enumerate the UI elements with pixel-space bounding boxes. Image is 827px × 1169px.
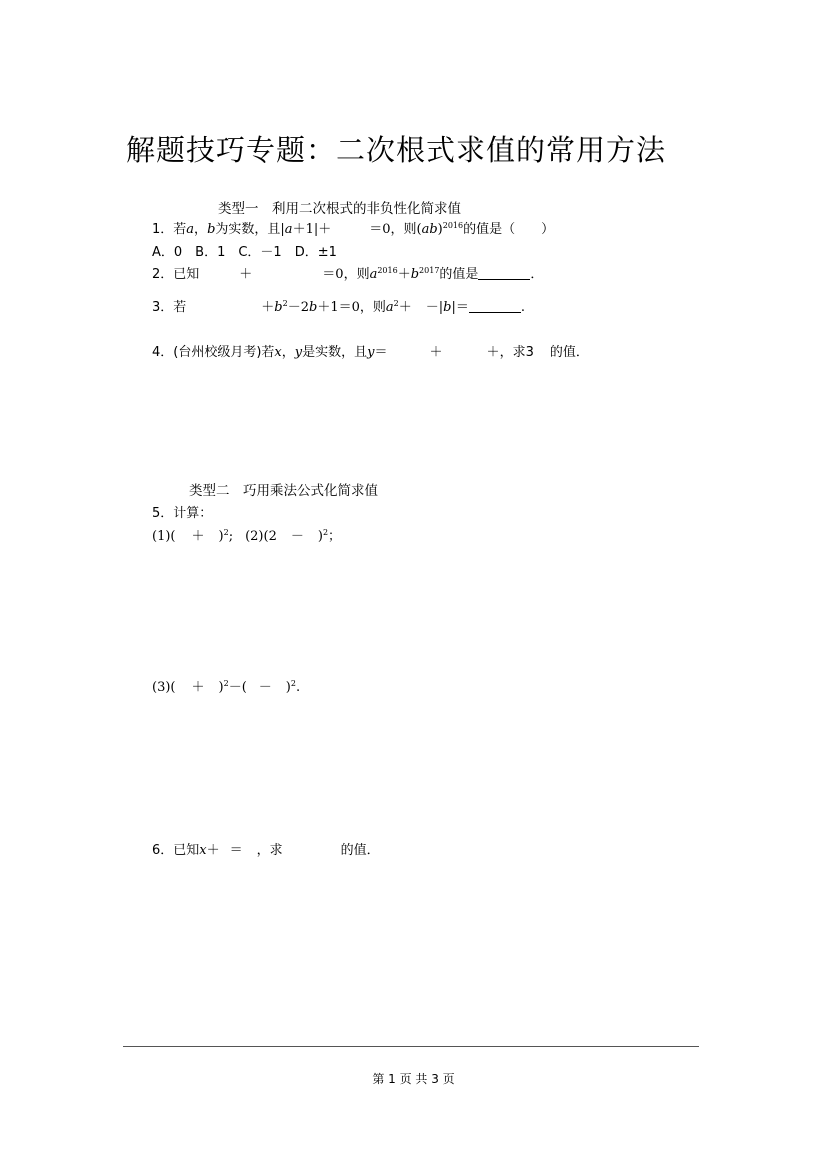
question-5: 5．计算： — [152, 506, 213, 521]
question-1: 1．若a，b为实数，且|a＋1|＋ ＝0，则(ab)$^{2016}$的值是（ ） — [152, 221, 555, 237]
question-1-choices: A．0 B．1 C．－1 D．±1 — [152, 245, 337, 260]
question-5-parts-1-2: $(1)( + )^2$; $(2)(2 - )^2$； — [152, 528, 342, 544]
answer-blank — [478, 267, 530, 280]
question-6: 6．已知x＋ ＝ ，求 的值． — [152, 843, 380, 858]
question-5-part-3: $(3)( + )^2-( - )^2$. — [152, 679, 301, 695]
page-number: 第 1 页 共 3 页 — [372, 1072, 455, 1086]
page-title: 解题技巧专题：二次根式求值的常用方法 — [126, 133, 667, 167]
answer-blank — [469, 300, 521, 313]
footer-divider — [123, 1046, 699, 1047]
question-3: 3．若 $+b^2-2b+1=0$，则$a^2+ -|b|=$ . — [152, 299, 525, 315]
question-4: 4．(台州校级月考)若x，y是实数，且y＝ ＋ ＋，求3 的值． — [152, 345, 589, 360]
section-heading-type1: 类型一 利用二次根式的非负性化简求值 — [218, 201, 461, 217]
question-2: 2．已知 ＋ ＝0，则$a^{2016}+b^{2017}$的值是 ． — [152, 266, 544, 282]
section-heading-type2: 类型二 巧用乘法公式化简求值 — [189, 483, 378, 499]
